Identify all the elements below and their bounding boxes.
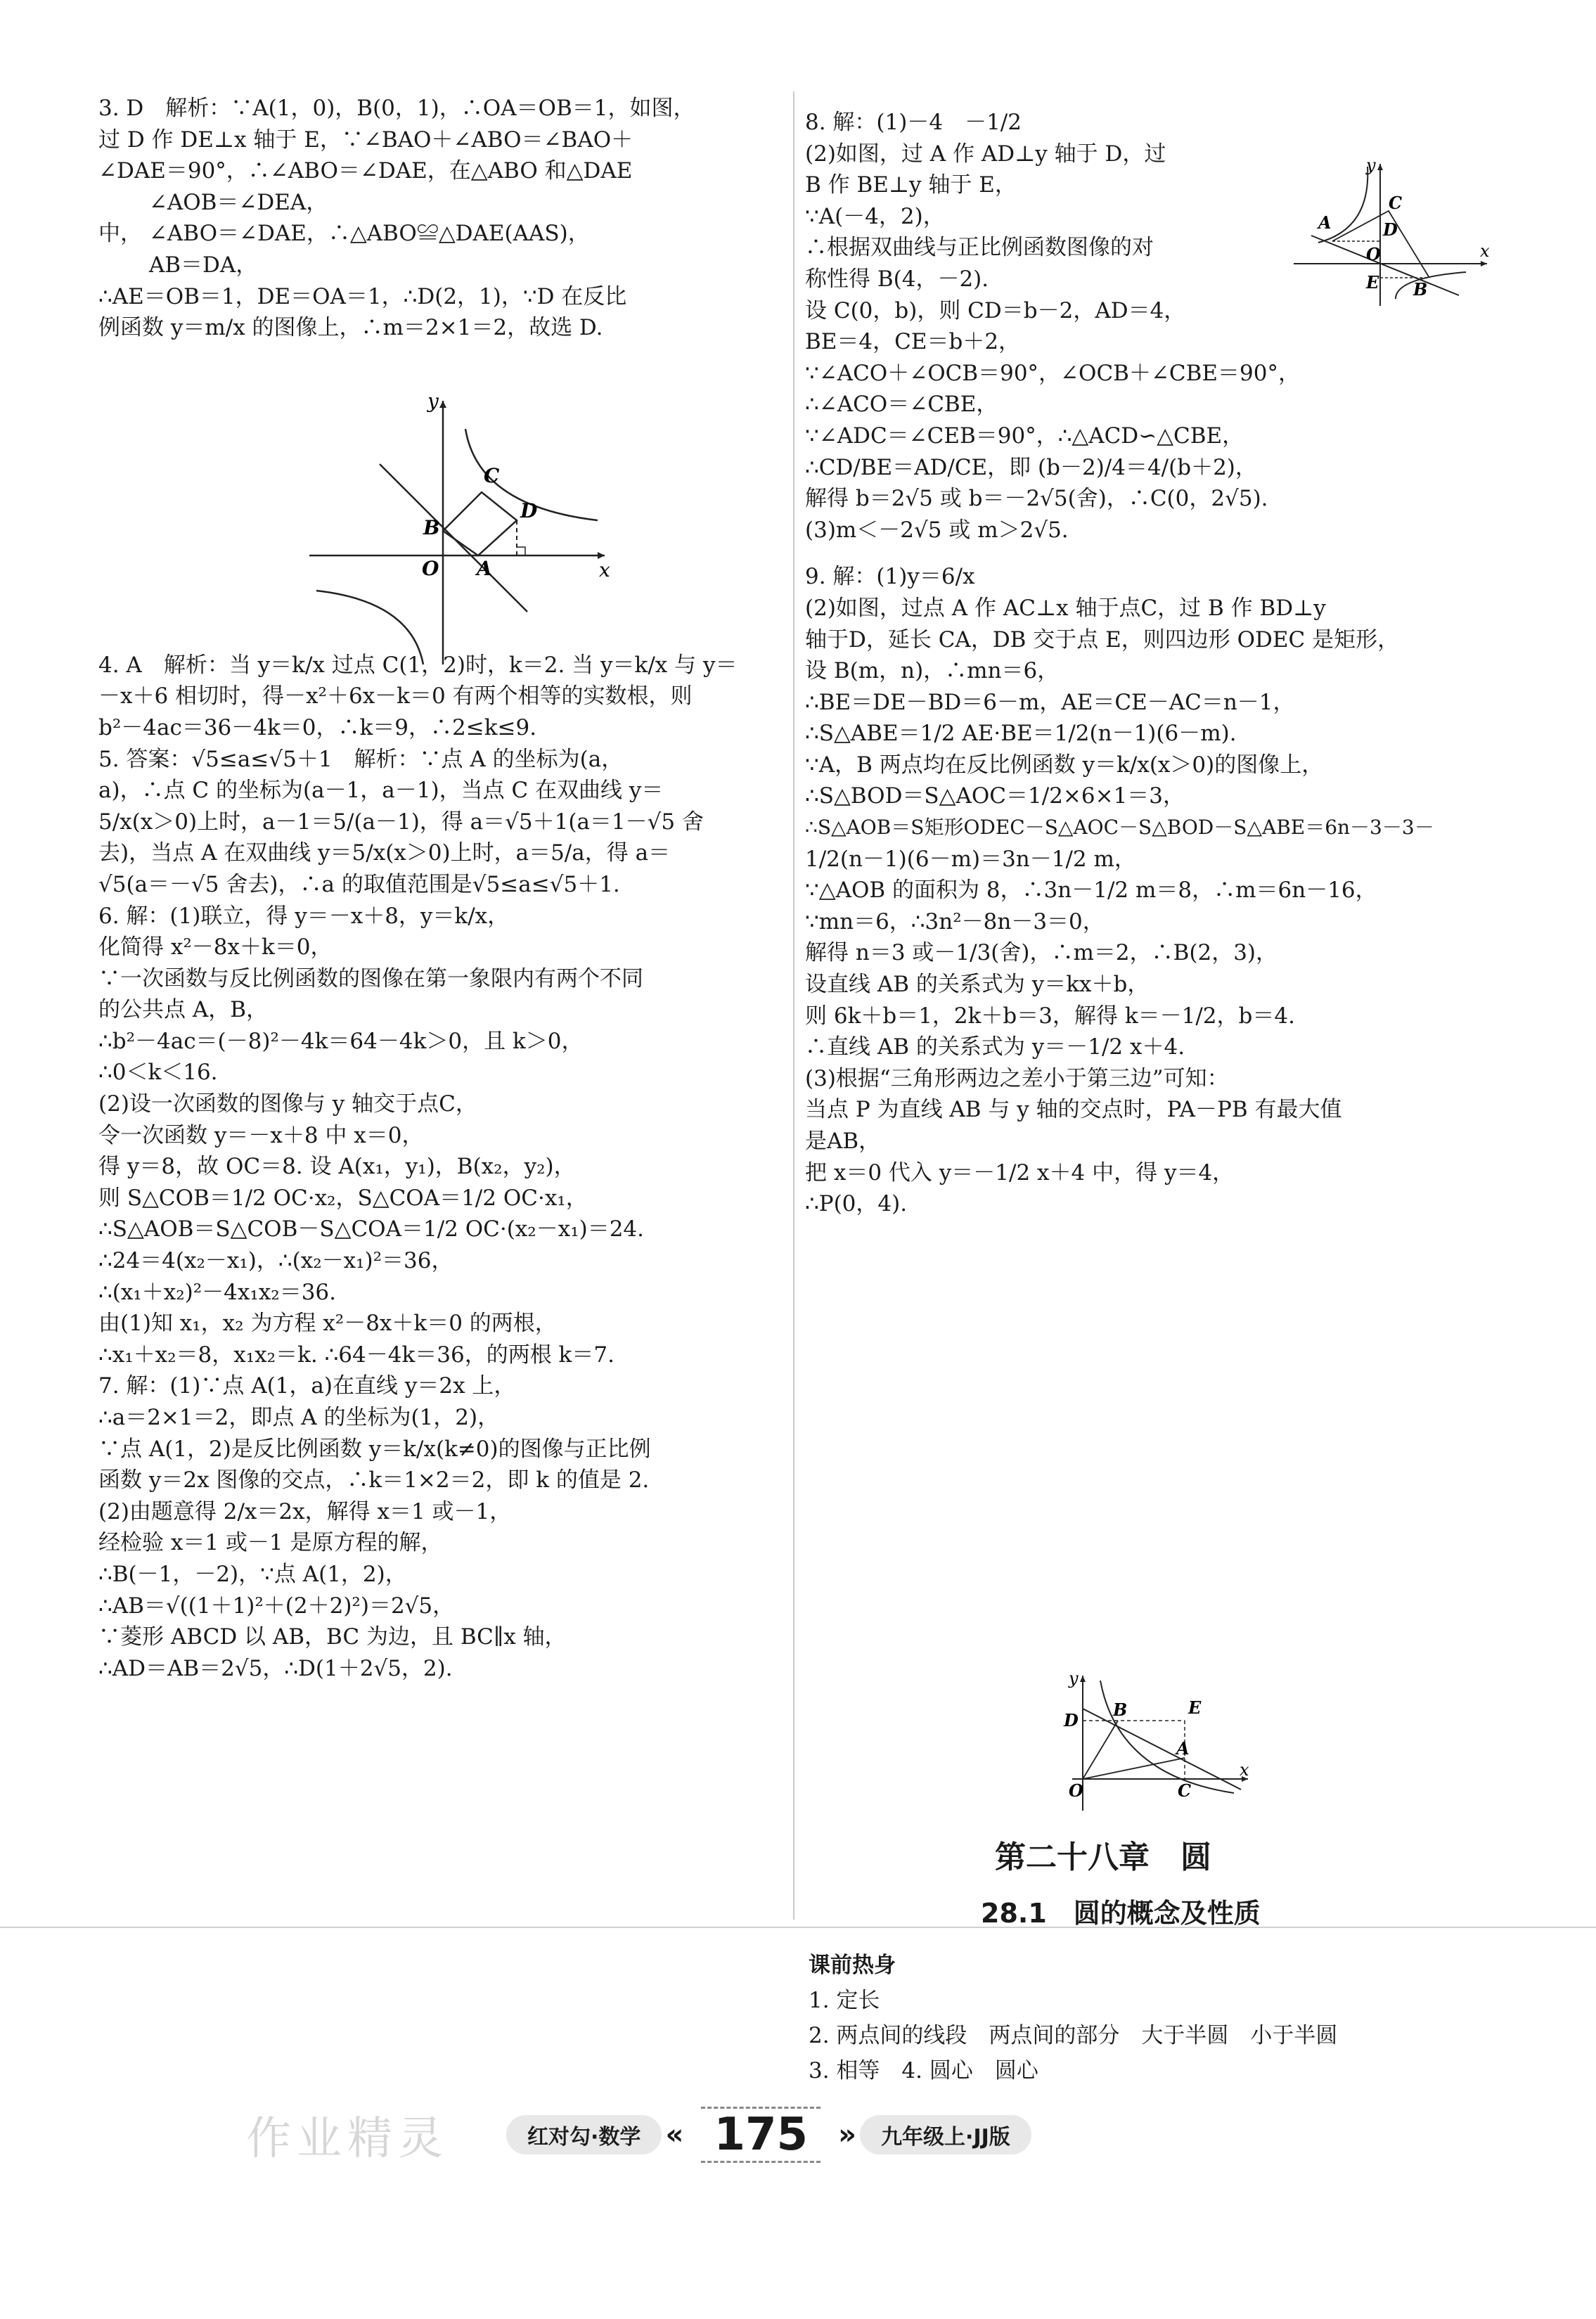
text-line: (2)如图，过 A 作 AD⊥y 轴于 D，过: [805, 141, 1166, 167]
point-label-b: B: [1113, 1700, 1128, 1720]
text-line: ∴b²－4ac＝(－8)²－4k＝64－4k＞0，且 k＞0，: [98, 1028, 584, 1054]
axis-label-x: x: [1480, 241, 1490, 261]
page-number: 175: [701, 2107, 820, 2163]
text-line: 5/x(x＞0)上时，a－1＝5/(a－1)，得 a＝√5＋1(a＝1－√5 舍: [98, 809, 704, 835]
text-line: 函数 y＝2x 图像的交点，∴k＝1×2＝2，即 k 的值是 2.: [98, 1467, 650, 1493]
point-label-b: B: [1413, 279, 1428, 300]
point-label-a: A: [477, 557, 492, 580]
text-line: 3. D 解析：∵A(1，0)，B(0，1)，∴OA＝OB＝1，如图，: [98, 96, 695, 121]
text-line: 的公共点 A，B，: [98, 997, 269, 1023]
text-line: ∵A(－4，2)，: [805, 203, 945, 229]
text-line: ∵∠ACO＋∠OCB＝90°，∠OCB＋∠CBE＝90°，: [805, 360, 1300, 386]
point-label-a: A: [1176, 1738, 1190, 1759]
text-line: ∴0＜k＜16.: [98, 1060, 218, 1086]
text-line: ∴B(－1，－2)，∵点 A(1，2)，: [98, 1561, 407, 1587]
axis-label-y: y: [1366, 158, 1376, 175]
chapter-title: 第二十八章 圆: [995, 1839, 1211, 1875]
watermark: 作业精灵: [246, 2113, 449, 2165]
point-label-e: E: [1188, 1697, 1202, 1718]
text-line: ∵A，B 两点均在反比例函数 y＝k/x(x＞0)的图像上，: [805, 752, 1324, 778]
axis-label-x: x: [1240, 1760, 1249, 1780]
right-mark: »: [838, 2119, 856, 2151]
text-line: ∠AOB＝∠DEA，: [98, 189, 328, 215]
text-line: 5. 答案：√5≤a≤√5＋1 解析：∵点 A 的坐标为(a，: [98, 746, 624, 772]
text-line: ∴x₁＋x₂＝8，x₁x₂＝k. ∴64－4k＝36，的两根 k＝7.: [98, 1342, 614, 1368]
text-line: 4. A 解析：当 y＝k/x 过点 C(1，2)时，k＝2. 当 y＝k/x 与 y＝: [98, 652, 738, 678]
point-label-c: C: [1178, 1780, 1192, 1801]
point-label-o: O: [1366, 244, 1381, 264]
text-line: 设 B(m，n)，∴mn＝6，: [805, 658, 1060, 684]
text-line: ∴AD＝AB＝2√5，∴D(1＋2√5，2).: [98, 1655, 453, 1681]
text-line: 得 y＝8，故 OC＝8. 设 A(x₁，y₁)，B(x₂，y₂)，: [98, 1154, 576, 1180]
section-title: 28.1 圆的概念及性质: [981, 1898, 1261, 1929]
text-line: ∴S△AOB＝S△COB－S△COA＝1/2 OC·(x₂－x₁)＝24.: [98, 1216, 645, 1242]
point-label-d: D: [1064, 1710, 1079, 1730]
text-line: ∴∠ACO＝∠CBE，: [805, 392, 998, 418]
text-line: 设 C(0，b)，则 CD＝b－2，AD＝4，: [805, 297, 1186, 323]
text-line: 是AB，: [805, 1129, 881, 1154]
point-label-o: O: [422, 557, 439, 580]
text-line: a)，∴点 C 的坐标为(a－1，a－1)，当点 C 在双曲线 y＝: [98, 778, 664, 804]
point-label-c: C: [1389, 193, 1403, 213]
text-line: (3)m＜－2√5 或 m＞2√5.: [805, 517, 1069, 543]
text-line: 设直线 AB 的关系式为 y＝kx＋b，: [805, 972, 1150, 998]
text-line: ∵点 A(1，2)是反比例函数 y＝k/x(k≠0)的图像与正比例: [98, 1436, 651, 1462]
text-line: 令一次函数 y＝－x＋8 中 x＝0，: [98, 1122, 424, 1148]
text-line: ∵△AOB 的面积为 8，∴3n－1/2 m＝8，∴m＝6n－16，: [805, 878, 1377, 904]
warmup-item: 2. 两点间的线段 两点间的部分 大于半圆 小于半圆: [809, 2023, 1338, 2048]
point-label-c: C: [484, 464, 500, 487]
text-line: ∵mn＝6，∴3n²－8n－3＝0，: [805, 908, 1105, 934]
text-line: ∴S△BOD＝S△AOC＝1/2×6×1＝3，: [805, 783, 1185, 809]
warmup-item: 1. 定长: [809, 1988, 880, 2013]
warmup-heading: 课前热身: [809, 1953, 896, 1978]
text-line: 由(1)知 x₁，x₂ 为方程 x²－8x＋k＝0 的两根，: [98, 1311, 557, 1337]
text-line: ∴直线 AB 的关系式为 y＝－1/2 x＋4.: [805, 1034, 1185, 1060]
text-line: √5(a＝－√5 舍去)，∴a 的取值范围是√5≤a≤√5＋1.: [98, 871, 620, 897]
text-line: AB＝DA，: [98, 252, 258, 278]
point-label-e: E: [1366, 272, 1379, 293]
page-footer: [506, 2107, 1031, 2163]
text-line: 6. 解：(1)联立，得 y＝－x＋8，y＝k/x，: [98, 903, 510, 929]
text-line: (3)根据“三角形两边之差小于第三边”可知：: [805, 1065, 1229, 1091]
text-line: 去)，当点 A 在双曲线 y＝5/x(x＞0)上时，a＝5/a，得 a＝: [98, 840, 671, 866]
axis-label-y: y: [1069, 1670, 1079, 1688]
text-line: (2)如图，过点 A 作 AC⊥x 轴于点C，过 B 作 BD⊥y: [805, 595, 1326, 621]
text-line: 7. 解：(1)∵点 A(1，a)在直线 y＝2x 上，: [98, 1373, 516, 1399]
left-mark: «: [665, 2119, 684, 2151]
text-line: 经检验 x＝1 或－1 是原方程的解，: [98, 1530, 443, 1556]
text-line: 过 D 作 DE⊥x 轴于 E，∵∠BAO＋∠ABO＝∠BAO＋: [98, 127, 633, 153]
axis-label-x: x: [599, 558, 610, 582]
text-line: b²－4ac＝36－4k＝0，∴k＝9，∴2≤k≤9.: [98, 714, 537, 740]
text-line: (2)由题意得 2/x＝2x，解得 x＝1 或－1，: [98, 1498, 512, 1524]
text-line: 中， ∠ABO＝∠DAE，∴△ABO≌△DAE(AAS)，: [98, 221, 590, 247]
point-label-b: B: [423, 516, 440, 539]
text-line: ∴S△AOB＝S矩形ODEC－S△AOC－S△BOD－S△ABE＝6n－3－3－: [805, 816, 1434, 840]
figure-problem-9: [1051, 1670, 1255, 1818]
text-line: ∴(x₁＋x₂)²－4x₁x₂＝36.: [98, 1279, 337, 1305]
left-column: [98, 93, 780, 1684]
text-line: ∴S△ABE＝1/2 AE·BE＝1/2(n－1)(6－m).: [805, 721, 1237, 747]
text-line: 8. 解：(1)－4 －1/2: [805, 110, 1022, 135]
warmup-item: 3. 相等 4. 圆心 圆心: [809, 2058, 1038, 2083]
text-line: －x＋6 相切时，得－x²＋6x－k＝0 有两个相等的实数根，则: [98, 683, 693, 709]
text-line: ∵∠ADC＝∠CEB＝90°，∴△ACD∽△CBE，: [805, 423, 1244, 449]
point-label-d: D: [520, 499, 538, 522]
text-line: 把 x＝0 代入 y＝－1/2 x＋4 中，得 y＝4，: [805, 1160, 1235, 1186]
column-divider: [793, 91, 794, 1920]
text-line: 解得 n＝3 或－1/3(舍)，∴m＝2，∴B(2，3)，: [805, 940, 1278, 966]
grade-badge: 九年级上·JJ版: [860, 2115, 1031, 2154]
text-line: ∠DAE＝90°，∴∠ABO＝∠DAE，在△ABO 和△DAE: [98, 158, 633, 184]
text-line: 则 6k＋b＝1，2k＋b＝3，解得 k＝－1/2，b＝4.: [805, 1003, 1295, 1029]
text-line: ∵菱形 ABCD 以 AB，BC 为边，且 BC∥x 轴，: [98, 1624, 567, 1650]
text-line: 轴于D，延长 CA，DB 交于点 E，则四边形 ODEC 是矩形，: [805, 627, 1400, 653]
axis-label-y: y: [427, 390, 439, 413]
text-line: 解得 b＝2√5 或 b＝－2√5(舍)，∴C(0，2√5).: [805, 486, 1268, 512]
text-line: ∴24＝4(x₂－x₁)，∴(x₂－x₁)²＝36，: [98, 1248, 453, 1274]
point-label-o: O: [1069, 1780, 1083, 1801]
figure-problem-8: [1290, 158, 1494, 309]
text-line: ∴AB＝√((1＋1)²＋(2＋2)²)＝2√5，: [98, 1593, 455, 1619]
book-title-badge: 红对勾·数学: [506, 2115, 662, 2154]
text-line: 9. 解：(1)y＝6/x: [805, 564, 975, 590]
text-line: ∴P(0，4).: [805, 1191, 908, 1217]
text-line: 当点 P 为直线 AB 与 y 轴的交点时，PA－PB 有最大值: [805, 1097, 1342, 1123]
point-label-a: A: [1318, 212, 1332, 233]
text-line: (2)设一次函数的图像与 y 轴交于点C，: [98, 1091, 477, 1117]
text-line: 称性得 B(4，－2).: [805, 266, 989, 292]
text-line: 1/2(n－1)(6－m)＝3n－1/2 m，: [805, 846, 1136, 872]
text-line: ∴AE＝OB＝1，DE＝OA＝1，∴D(2，1)，∵D 在反比: [98, 283, 627, 309]
section-divider: [0, 1927, 1596, 1928]
text-line: ∵一次函数与反比例函数的图像在第一象限内有两个不同: [98, 965, 643, 991]
warmup-answers: [809, 1948, 1337, 2088]
text-line: 化简得 x²－8x＋k＝0，: [98, 934, 333, 961]
text-line: 例函数 y＝m/x 的图像上，∴m＝2×1＝2，故选 D.: [98, 315, 603, 341]
point-label-d: D: [1383, 219, 1398, 240]
text-line: ∴CD/BE＝AD/CE，即 (b－2)/4＝4/(b＋2)，: [805, 454, 1257, 480]
text-line: ∴a＝2×1＝2，即点 A 的坐标为(1，2)，: [98, 1405, 500, 1430]
text-line: B 作 BE⊥y 轴于 E，: [805, 172, 1017, 198]
text-line: 则 S△COB＝1/2 OC·x₂，S△COA＝1/2 OC·x₁，: [98, 1185, 588, 1211]
text-line: ∴根据双曲线与正比例函数图像的对: [805, 235, 1154, 261]
figure-problem-3: [302, 387, 619, 668]
text-line: ∴BE＝DE－BD＝6－m，AE＝CE－AC＝n－1，: [805, 689, 1295, 715]
text-line: BE＝4，CE＝b＋2，: [805, 329, 1021, 355]
